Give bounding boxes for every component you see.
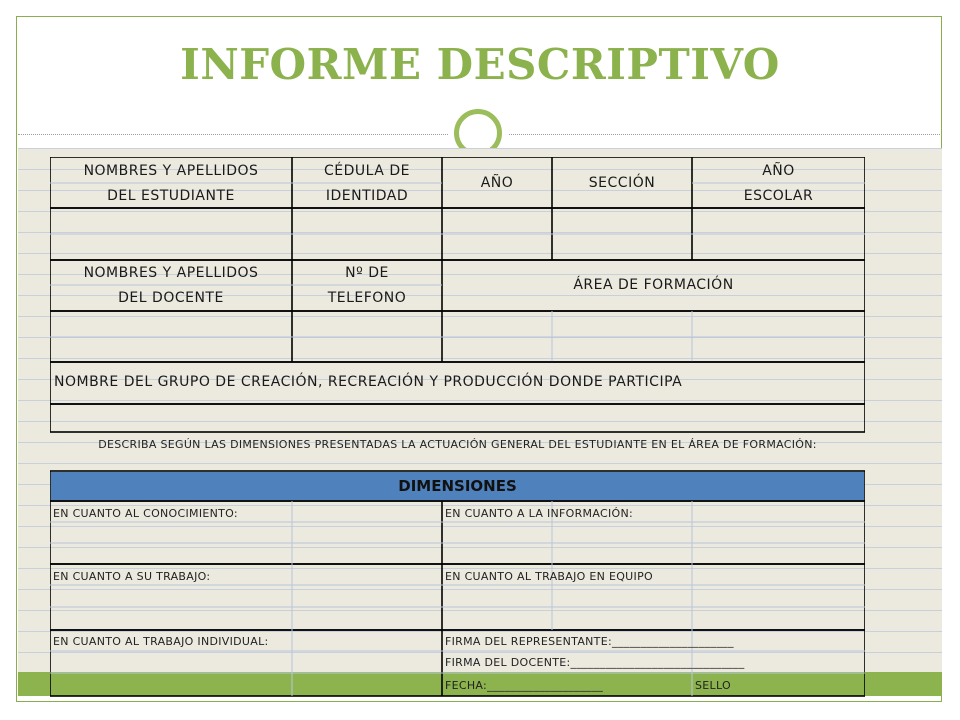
describe-instruction: DESCRIBA SEGÚN LAS DIMENSIONES PRESENTADAS LA ACTUACIÓN GENERAL DEL ESTUDIANTE EN EL ÁREA DE FORMACIÓN: bbox=[98, 438, 817, 451]
trabajo-equipo-field[interactable] bbox=[442, 585, 865, 630]
conocimiento-label: EN CUANTO AL CONOCIMIENTO: bbox=[53, 507, 238, 520]
grupo-field[interactable] bbox=[50, 404, 865, 432]
student-names-field[interactable] bbox=[50, 208, 292, 260]
telefono-label-2: TELEFONO bbox=[327, 290, 407, 306]
firma-representante-label: FIRMA DEL REPRESENTANTE:_____________________ bbox=[445, 635, 734, 648]
area-formacion-field[interactable] bbox=[442, 311, 865, 362]
teacher-names-label-1: NOMBRES Y APELLIDOS bbox=[83, 265, 259, 281]
page-title: INFORME DESCRIPTIVO bbox=[180, 40, 780, 89]
dimensions-heading: DIMENSIONES bbox=[51, 472, 864, 500]
anio-label: AÑO bbox=[480, 175, 514, 191]
trabajo-label: EN CUANTO A SU TRABAJO: bbox=[53, 570, 211, 583]
telefono-field[interactable] bbox=[292, 311, 442, 362]
anio-field[interactable] bbox=[442, 208, 552, 260]
student-names-label-2: DEL ESTUDIANTE bbox=[107, 188, 235, 204]
conocimiento-field[interactable] bbox=[50, 522, 442, 564]
trabajo-individual-label: EN CUANTO AL TRABAJO INDIVIDUAL: bbox=[53, 635, 269, 648]
fecha-label: FECHA:____________________ bbox=[445, 679, 604, 692]
trabajo-equipo-label: EN CUANTO AL TRABAJO EN EQUIPO bbox=[445, 570, 653, 583]
anio-escolar-label-2: ESCOLAR bbox=[743, 188, 814, 204]
trabajo-individual-field[interactable] bbox=[50, 651, 442, 696]
teacher-names-label-2: DEL DOCENTE bbox=[118, 290, 224, 306]
informacion-field[interactable] bbox=[442, 522, 865, 564]
anio-escolar-label-1: AÑO bbox=[762, 163, 795, 179]
sello-label: SELLO bbox=[695, 679, 731, 692]
cedula-label-1: CÉDULA DE bbox=[324, 163, 410, 179]
cedula-label-2: IDENTIDAD bbox=[325, 188, 409, 204]
report-form bbox=[50, 157, 865, 697]
seccion-field[interactable] bbox=[552, 208, 692, 260]
anio-escolar-field[interactable] bbox=[692, 208, 865, 260]
trabajo-field[interactable] bbox=[50, 585, 442, 630]
telefono-label-1: Nº DE bbox=[345, 265, 389, 281]
seccion-label: SECCIÓN bbox=[588, 175, 656, 191]
firma-docente-label: FIRMA DEL DOCENTE:______________________________ bbox=[445, 656, 745, 669]
student-names-label-1: NOMBRES Y APELLIDOS bbox=[83, 163, 259, 179]
grupo-label: NOMBRE DEL GRUPO DE CREACIÓN, RECREACIÓN Y PRODUCCIÓN DONDE PARTICIPA bbox=[54, 374, 683, 390]
area-formacion-label: ÁREA DE FORMACIÓN bbox=[573, 277, 734, 293]
cedula-field[interactable] bbox=[292, 208, 442, 260]
teacher-names-field[interactable] bbox=[50, 311, 292, 362]
informacion-label: EN CUANTO A LA INFORMACIÓN: bbox=[445, 507, 633, 520]
